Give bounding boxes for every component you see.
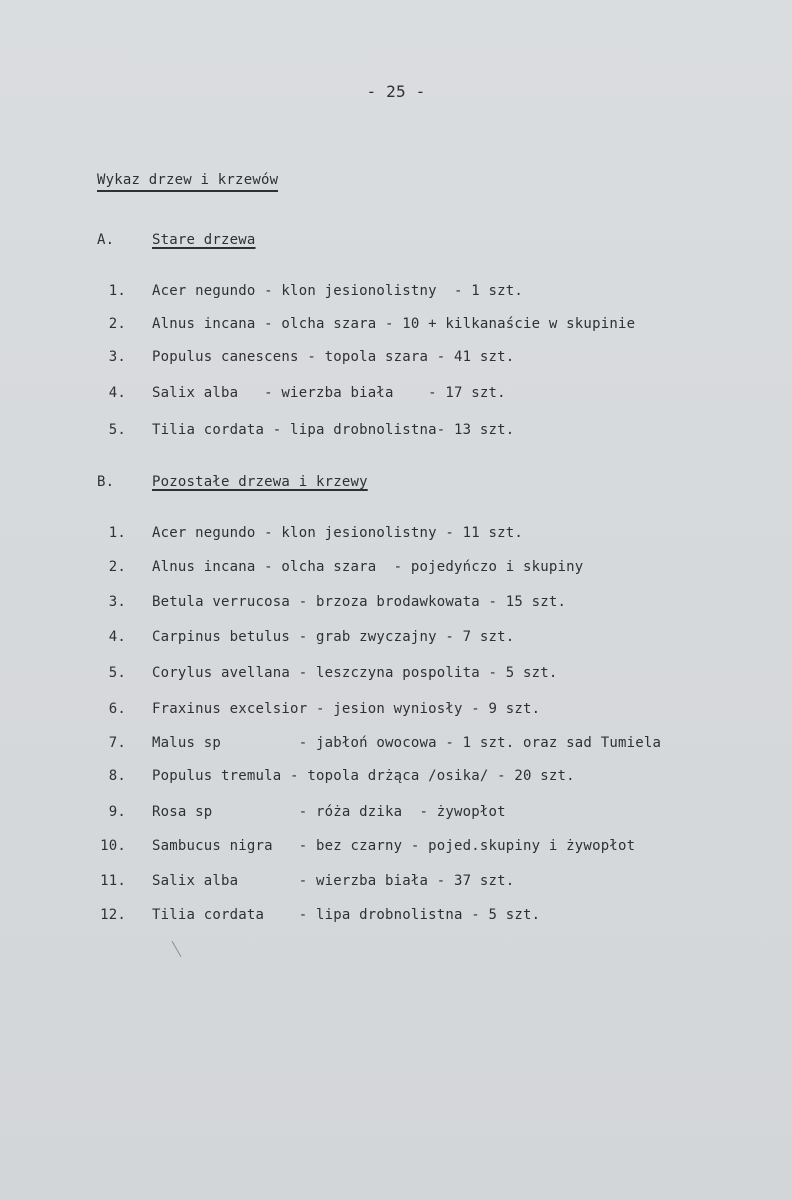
item-text: Acer negundo - klon jesionolistny - 11 szt. [152, 525, 524, 541]
section-b-title: Pozostałe drzewa i krzewy [152, 474, 368, 490]
item-text: Rosa sp - róża dzika - żywopłot [152, 804, 506, 820]
item-number: 3. [108, 349, 126, 365]
item-number: 12. [100, 907, 126, 923]
item-text: Populus canescens - topola szara - 41 szt. [152, 349, 515, 365]
list-item [0, 525, 792, 547]
document-heading: Wykaz drzew i krzewów [97, 172, 278, 192]
list-item [0, 385, 792, 407]
list-item [0, 283, 792, 305]
list-item [0, 907, 792, 929]
item-number: 2. [108, 559, 126, 575]
item-text: Acer negundo - klon jesionolistny - 1 szt. [152, 283, 524, 299]
list-item [0, 838, 792, 860]
list-item [0, 559, 792, 581]
list-item [0, 665, 792, 687]
page-number: - 25 - [366, 82, 426, 101]
item-number: 7. [108, 735, 126, 751]
item-text: Malus sp - jabłoń owocowa - 1 szt. oraz sad Tumiela [152, 735, 662, 751]
item-number: 1. [108, 283, 126, 299]
list-item [0, 594, 792, 616]
item-number: 4. [108, 629, 126, 645]
item-text: Sambucus nigra - bez czarny - pojed.skupiny i żywopłot [152, 838, 636, 854]
item-text: Salix alba - wierzba biała - 37 szt. [152, 873, 515, 889]
list-item [0, 873, 792, 895]
item-number: 8. [108, 768, 126, 784]
item-text: Salix alba - wierzba biała - 17 szt. [152, 385, 506, 401]
list-item [0, 316, 792, 338]
item-text: Corylus avellana - leszczyna pospolita - 5 szt. [152, 665, 558, 681]
item-number: 10. [100, 838, 126, 854]
item-text: Populus tremula - topola drżąca /osika/ - 20 szt. [152, 768, 575, 784]
list-item [0, 422, 792, 444]
item-number: 4. [108, 385, 126, 401]
item-number: 9. [108, 804, 126, 820]
item-number: 11. [100, 873, 126, 889]
item-text: Fraxinus excelsior - jesion wyniosły - 9 szt. [152, 701, 541, 717]
section-a-title: Stare drzewa [152, 232, 256, 248]
item-number: 2. [108, 316, 126, 332]
list-item [0, 349, 792, 371]
item-text: Alnus incana - olcha szara - pojedyńczo i skupiny [152, 559, 584, 575]
item-number: 3. [108, 594, 126, 610]
item-text: Alnus incana - olcha szara - 10 + kilkanaście w skupinie [152, 316, 636, 332]
list-item [0, 735, 792, 757]
item-number: 6. [108, 701, 126, 717]
list-item [0, 701, 792, 723]
stray-pen-mark [172, 941, 182, 957]
item-number: 5. [108, 665, 126, 681]
item-text: Tilia cordata - lipa drobnolistna- 13 szt. [152, 422, 515, 438]
item-number: 5. [108, 422, 126, 438]
list-item [0, 629, 792, 651]
section-a-letter: A. [97, 232, 115, 248]
item-number: 1. [108, 525, 126, 541]
item-text: Carpinus betulus - grab zwyczajny - 7 szt. [152, 629, 515, 645]
list-item [0, 768, 792, 790]
item-text: Betula verrucosa - brzoza brodawkowata - 15 szt. [152, 594, 567, 610]
section-b-letter: B. [97, 474, 115, 490]
list-item [0, 804, 792, 826]
item-text: Tilia cordata - lipa drobnolistna - 5 szt. [152, 907, 541, 923]
